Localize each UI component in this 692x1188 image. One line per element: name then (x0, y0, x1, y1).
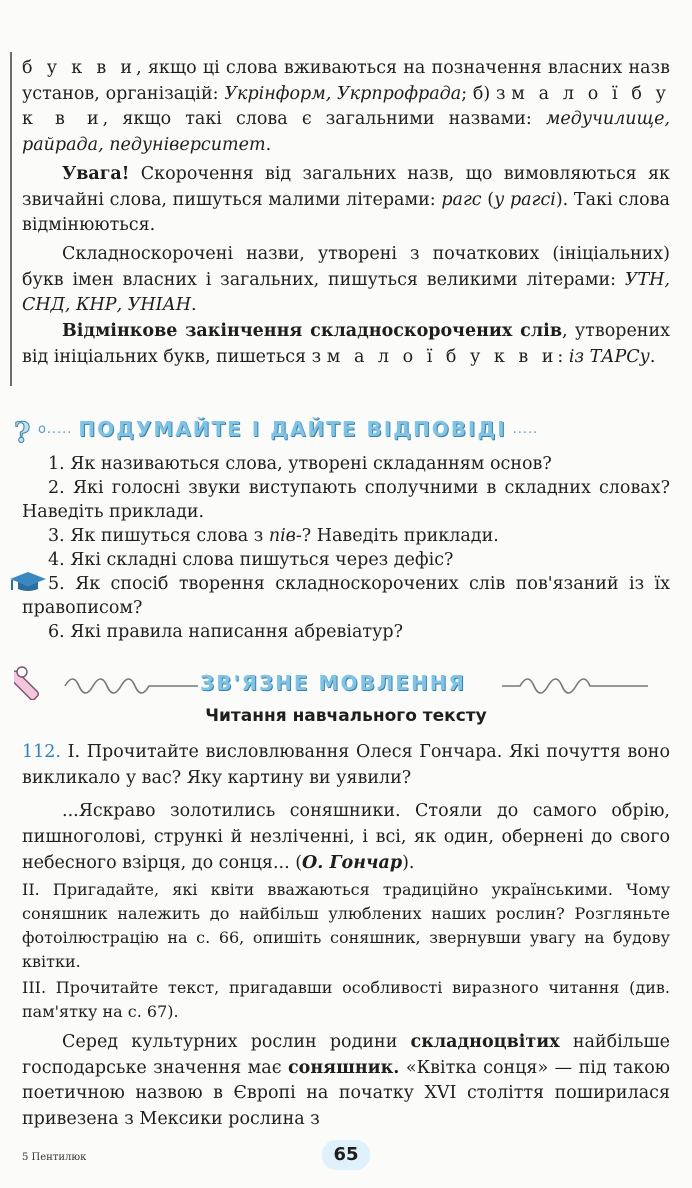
spaced-text: б у к в и (22, 58, 137, 78)
text: ( (481, 189, 495, 210)
question-text: 1. Як називаються слова, утворені складанням основ? (48, 454, 552, 474)
question-6 (22, 620, 670, 644)
swirl-decoration-right-icon (500, 670, 650, 700)
author: О. Гончар (302, 853, 403, 873)
question-text: ? Наведіть приклади. (301, 526, 499, 546)
text: Складноскорочені назви, утворені з початкових (ініціальних) букв імен власних і загальних, пишуться великими літерами: (22, 244, 670, 290)
text: . (191, 295, 197, 315)
text: «Квітка сонця» — під такою поетичною назвою в Європі на початку XVI століття поширилася привезена з Мексики рослина з (22, 1057, 670, 1129)
question-text: 4. Які складні слова пишуться через дефіс? (48, 550, 454, 570)
question-3 (22, 524, 670, 548)
paragraph-case-ending (22, 319, 670, 370)
example: УТН, СНД, КНР, УНІАН (22, 269, 670, 315)
question-text: 6. Які правила написання абревіатур? (48, 622, 403, 642)
example: із ТАРСу (568, 346, 650, 367)
text: , якщо ці слова вживаються на позначення власних назв установ, організацій: (22, 58, 670, 104)
question-4 (22, 548, 670, 572)
text: ІІІ. Прочитайте текст, пригадавши особливості виразного читання (див. пам'ятку на с. 67). (22, 978, 670, 1021)
section-heading-think (8, 412, 684, 446)
text: найбільше господарське значення має (22, 1032, 670, 1078)
question-text: 2. Які голосні звуки виступають сполучними в складних словах? Наведіть приклади. (22, 478, 670, 522)
rule-title: Відмінкове закінчення складноскорочених слів (62, 321, 562, 341)
paragraph-sunflower (22, 1030, 670, 1132)
svg-text:?: ? (14, 418, 31, 448)
example: у рагсі (494, 189, 556, 210)
text: ). (402, 853, 415, 873)
question-1 (22, 452, 670, 476)
text: : (557, 346, 569, 367)
pen-icon (14, 664, 58, 700)
example: Укрінформ, Укрпрофрада (224, 83, 462, 104)
question-text: 5. Як спосіб творення складноскорочених слів пов'язаний із їх правописом? (22, 574, 670, 618)
quote-text: ...Яскраво золотились соняшники. Стояли до самого обрію, пишноголові, стрункі й незліченні, і всі, як один, обернені до свого небесного взірця, до сонця... ( (22, 801, 670, 873)
term: складноцвітих (410, 1032, 560, 1052)
text: ІІ. Пригадайте, які квіти вважаються традиційно українськими. Чому соняшник належить до найбільш улюблених наших рослин? Розгляньте фотоілюстрацію на с. 66, опишіть соняшник, звернувши увагу на будову квітки. (22, 880, 670, 971)
exercise-112-part3 (22, 976, 670, 1024)
text: . (265, 134, 272, 155)
paragraph-abbreviations (22, 242, 670, 319)
footer-signature: 5 Пентилюк (22, 1152, 87, 1163)
exercise-number: 112. (22, 742, 61, 762)
paragraph-note (22, 162, 670, 239)
subsection-title: Читання навчального тексту (205, 706, 487, 726)
note-label: Увага! (62, 164, 130, 184)
quote-honchar (22, 798, 670, 876)
dots-decoration: ..... (512, 421, 539, 437)
swirl-decoration-left-icon (60, 670, 200, 700)
example: пів- (268, 526, 302, 546)
paragraph-capitalization-rule (22, 56, 670, 158)
text: Серед культурних рослин родини (62, 1032, 411, 1052)
exercise-112-part1 (22, 740, 670, 791)
question-text: 3. Як пишуться слова з (48, 526, 269, 546)
question-2 (22, 476, 670, 524)
margin-rule (10, 52, 12, 386)
section-heading-speech (200, 666, 466, 700)
spaced-text: м а л о ї б у к в и (22, 83, 670, 129)
section-title: ЗВ'ЯЗНЕ МОВЛЕННЯ (200, 671, 466, 695)
spaced-text: м а л о ї б у к в и (326, 346, 558, 367)
section-title: ПОДУМАЙТЕ І ДАЙТЕ ВІДПОВІДІ (78, 417, 507, 441)
example: медучилище, райрада, педуніверситет (22, 109, 670, 155)
text: . (649, 346, 656, 367)
question-5 (22, 572, 670, 620)
text: ; б) з (461, 83, 512, 104)
term: соняшник. (288, 1057, 400, 1078)
page-number: 65 (322, 1140, 370, 1170)
example: рагс (441, 189, 482, 210)
exercise-112-part2 (22, 878, 670, 974)
text: І. Прочитайте висловлювання Олеся Гончара. Які почуття воно викликало у вас? Яку картину ви уявили? (22, 742, 670, 788)
text: , утворених від ініціальних букв, пишеться з (22, 321, 670, 367)
dots-decoration: o..... (38, 421, 73, 437)
text: ). Такі слова відмінюються. (22, 189, 670, 235)
text: Скорочення від загальних назв, що вимовляються як звичайні слова, пишуться малими літерами: (22, 164, 670, 210)
text: , якщо такі слова є загальними назвами: (102, 109, 546, 129)
